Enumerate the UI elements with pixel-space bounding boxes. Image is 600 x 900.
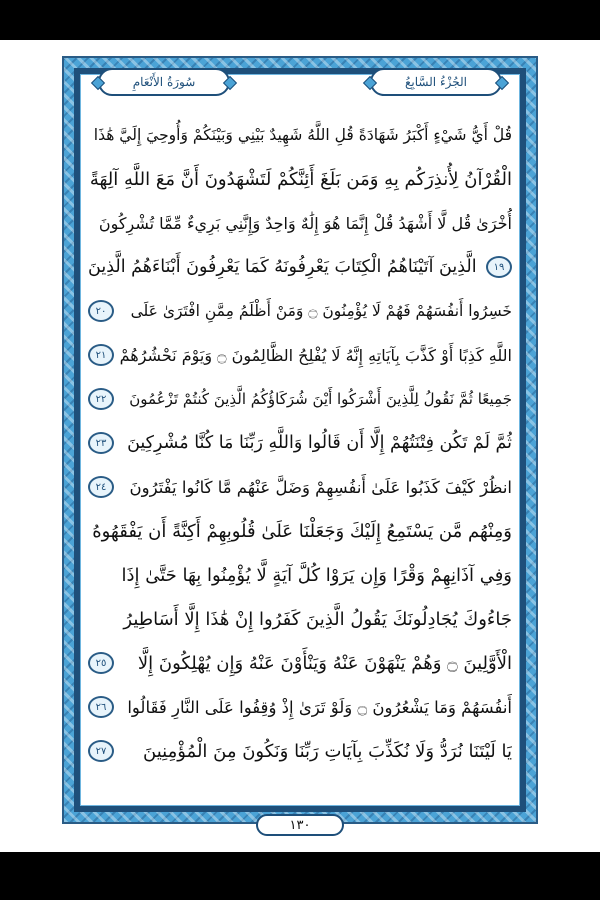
line-text: الْقُرْآنُ لِأُنذِرَكُم بِهِ وَمَن بَلَغَ أَئِنَّكُمْ لَتَشْهَدُونَ أَنَّ مَعَ اللَّهِ آلِهَةً — [89, 168, 512, 190]
line-text: قُلْ أَيُّ شَيْءٍ أَكْبَرُ شَهَادَةً قُلِ اللَّهُ شَهِيدٌ بَيْنِي وَبَيْنَكُمْ وَأُوحِيَ إِلَيَّ هَٰذَا — [93, 126, 512, 144]
text-line-1 — [88, 115, 512, 155]
ayah-number-marker: ٢٤ — [88, 476, 114, 498]
text-line-10 — [88, 511, 512, 551]
text-line-15 — [88, 731, 512, 771]
juz-name-header: الجُزْءُ السَّابِعُ — [370, 68, 502, 96]
text-line-8 — [88, 423, 512, 463]
page-number: ١٣٠ — [256, 814, 344, 836]
line-text: اللَّهِ كَذِبًا أَوْ كَذَّبَ بِآيَاتِهِ إِنَّهُ لَا يُفْلِحُ الظَّالِمُونَ ۝ وَيَوْمَ نَحْشُرُهُمْ — [119, 345, 512, 365]
line-text: وَفِي آذَانِهِمْ وَقْرًا وَإِن يَرَوْا كُلَّ آيَةٍ لَّا يُؤْمِنُوا بِهَا حَتَّىٰ إِذَا — [121, 564, 512, 586]
ayah-number-marker: ٢٠ — [88, 300, 114, 322]
text-line-13 — [88, 643, 512, 683]
line-text: الَّذِينَ آتَيْنَاهُمُ الْكِتَابَ يَعْرِفُونَهُ كَمَا يَعْرِفُونَ أَبْنَاءَهُمُ الَّذِينَ — [88, 257, 477, 277]
text-line-9 — [88, 467, 512, 507]
mushaf-page — [0, 40, 600, 852]
text-line-6 — [88, 335, 512, 375]
ayah-number-marker: ٢٥ — [88, 652, 114, 674]
text-line-11 — [88, 555, 512, 595]
text-line-4 — [88, 247, 512, 287]
line-text: يَا لَيْتَنَا نُرَدُّ وَلَا نُكَذِّبَ بِآيَاتِ رَبِّنَا وَنَكُونَ مِنَ الْمُؤْمِنِينَ — [143, 740, 512, 762]
ayah-number-marker: ١٩ — [486, 256, 512, 278]
line-text: خَسِرُوا أَنفُسَهُمْ فَهُمْ لَا يُؤْمِنُونَ ۝ وَمَنْ أَظْلَمُ مِمَّنِ افْتَرَىٰ عَلَى — [130, 302, 512, 320]
quran-text-area — [88, 115, 512, 805]
text-line-7 — [88, 379, 512, 419]
line-text: جَمِيعًا ثُمَّ نَقُولُ لِلَّذِينَ أَشْرَكُوا أَيْنَ شُرَكَاؤُكُمُ الَّذِينَ كُنتُمْ تَزْعُمُونَ — [129, 390, 512, 408]
line-text: ثُمَّ لَمْ تَكُن فِتْنَتُهُمْ إِلَّا أَن قَالُوا وَاللَّهِ رَبِّنَا مَا كُنَّا مُشْرِكِينَ — [127, 433, 512, 453]
ayah-number-marker: ٢١ — [88, 344, 114, 366]
ayah-number-marker: ٢٢ — [88, 388, 114, 410]
ayah-number-marker: ٢٦ — [88, 696, 114, 718]
text-line-14 — [88, 687, 512, 727]
ayah-number-marker: ٢٣ — [88, 432, 114, 454]
line-text: جَاءُوكَ يُجَادِلُونَكَ يَقُولُ الَّذِينَ كَفَرُوا إِنْ هَٰذَا إِلَّا أَسَاطِيرُ — [123, 608, 512, 630]
text-line-2 — [88, 159, 512, 199]
text-line-12 — [88, 599, 512, 639]
text-line-3 — [88, 203, 512, 243]
line-text: الْأَوَّلِينَ ۝ وَهُمْ يَنْهَوْنَ عَنْهُ وَيَنْأَوْنَ عَنْهُ وَإِن يُهْلِكُونَ إِلَّا — [137, 652, 512, 674]
ayah-number-marker: ٢٧ — [88, 740, 114, 762]
text-line-5 — [88, 291, 512, 331]
line-text: انظُرْ كَيْفَ كَذَبُوا عَلَىٰ أَنفُسِهِمْ وَضَلَّ عَنْهُم مَّا كَانُوا يَفْتَرُونَ — [129, 477, 512, 497]
line-text: وَمِنْهُم مَّن يَسْتَمِعُ إِلَيْكَ وَجَعَلْنَا عَلَىٰ قُلُوبِهِمْ أَكِنَّةً أَن يَفْقَهُوهُ — [92, 520, 512, 542]
line-text: أَنفُسَهُمْ وَمَا يَشْعُرُونَ ۝ وَلَوْ تَرَىٰ إِذْ وُقِفُوا عَلَى النَّارِ فَقَالُوا — [127, 697, 512, 717]
surah-name-header: سُورَةُ الأَنْعَامِ — [98, 68, 230, 96]
line-text: أُخْرَىٰ قُل لَّا أَشْهَدُ قُلْ إِنَّمَا هُوَ إِلَٰهٌ وَاحِدٌ وَإِنَّنِي بَرِيءٌ مِّمَّا تُشْرِكُونَ — [98, 213, 512, 233]
